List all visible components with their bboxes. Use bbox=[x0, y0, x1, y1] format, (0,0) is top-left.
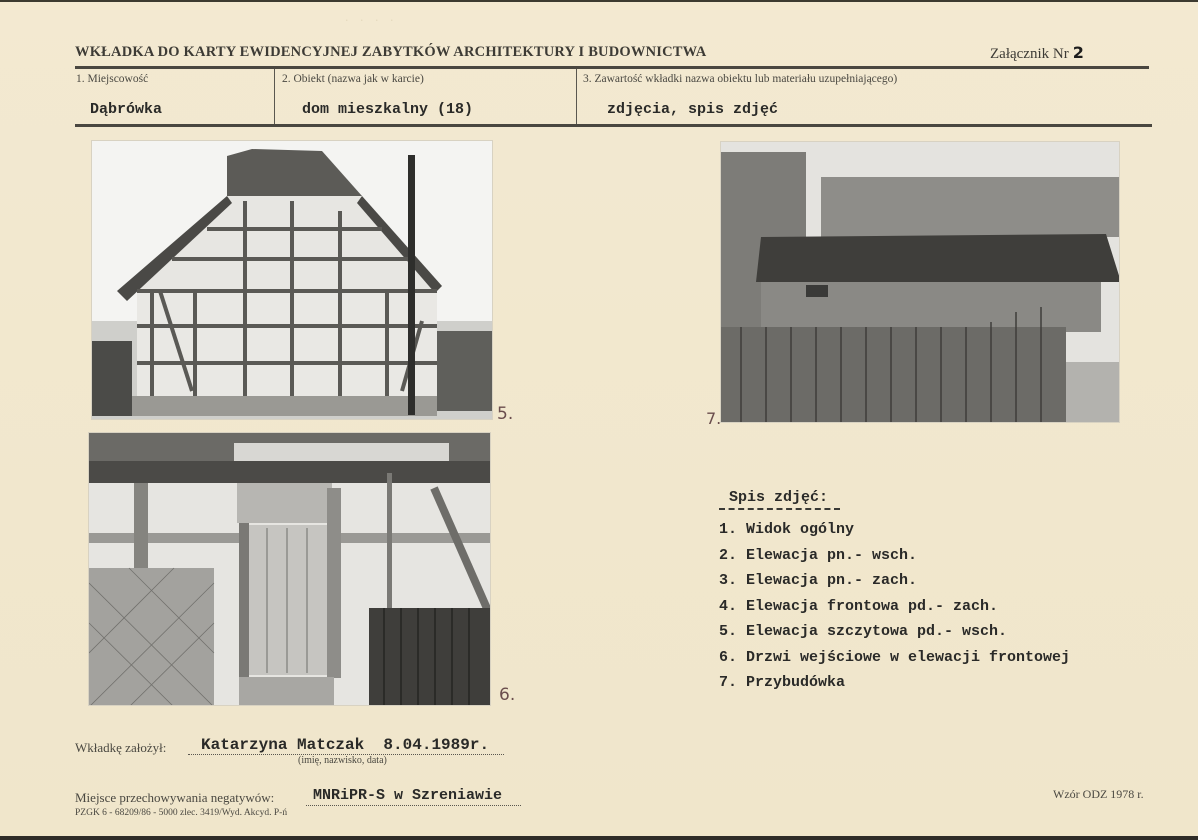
column-divider bbox=[576, 69, 577, 125]
author-hint: (imię, nazwisko, data) bbox=[298, 755, 387, 766]
negatives-location-value: MNRiPR-S w Szreniawie bbox=[313, 787, 503, 804]
bottom-rule bbox=[75, 124, 1152, 127]
attachment-label: Załącznik Nr bbox=[990, 46, 1069, 62]
negatives-dotted-line bbox=[306, 805, 521, 806]
object-value: dom mieszkalny (18) bbox=[302, 101, 474, 118]
page-edge bbox=[0, 836, 1198, 840]
author-label: Wkładkę założył: bbox=[75, 740, 167, 755]
photo-list-title: Spis zdjęć: bbox=[719, 488, 840, 510]
printer-info: PZGK 6 - 68209/86 - 5000 zlec. 3419/Wyd. Akcyd. P-ń bbox=[75, 808, 288, 818]
photo-list bbox=[719, 486, 1070, 696]
negatives-location-label: Miejsce przechowywania negatywów: bbox=[75, 790, 275, 805]
photo-list-item: 3. Elewacja pn.- zach. bbox=[719, 572, 918, 589]
template-reference: Wzór ODZ 1978 r. bbox=[1053, 787, 1144, 801]
photo-7-outbuilding bbox=[720, 141, 1120, 423]
photo-7-image bbox=[721, 142, 1120, 423]
column-divider bbox=[274, 69, 275, 125]
attachment-number-value: 2 bbox=[1072, 43, 1084, 62]
photo-list-item: 4. Elewacja frontowa pd.- zach. bbox=[719, 597, 999, 615]
photo-6-entrance-door bbox=[88, 432, 491, 706]
locality-value: Dąbrówka bbox=[90, 101, 163, 118]
photo-6-image bbox=[89, 433, 491, 706]
photo-list-item: 1. Widok ogólny bbox=[719, 521, 855, 538]
object-label: 2. Obiekt (nazwa jak w karcie) bbox=[282, 73, 424, 85]
photo-list-item: 5. Elewacja szczytowa pd.- wsch. bbox=[719, 623, 1008, 640]
photo-5-number: 5. bbox=[497, 404, 514, 424]
content-value: zdjęcia, spis zdjęć bbox=[607, 101, 779, 118]
attachment-number bbox=[990, 43, 1084, 63]
author-value: Katarzyna Matczak 8.04.1989r. bbox=[201, 736, 490, 754]
locality-label: 1. Miejscowość bbox=[76, 73, 149, 85]
photo-5-image bbox=[92, 141, 493, 420]
faded-stamp: · · · · bbox=[345, 14, 398, 27]
photo-6-number: 6. bbox=[499, 685, 516, 705]
photo-7-number: 7. bbox=[706, 409, 722, 428]
photo-5-gable-elevation bbox=[91, 140, 493, 420]
photo-list-item: 6. Drzwi wejściowe w elewacji frontowej bbox=[719, 648, 1071, 666]
photo-list-item: 7. Przybudówka bbox=[719, 674, 846, 691]
document-title: WKŁADKA DO KARTY EWIDENCYJNEJ ZABYTKÓW ARCHITEKTURY I BUDOWNICTWA bbox=[75, 44, 707, 60]
content-label: 3. Zawartość wkładki nazwa obiektu lub materiału uzupełniającego) bbox=[583, 73, 898, 85]
photo-list-item: 2. Elewacja pn.- wsch. bbox=[719, 546, 918, 564]
top-rule bbox=[75, 66, 1149, 69]
